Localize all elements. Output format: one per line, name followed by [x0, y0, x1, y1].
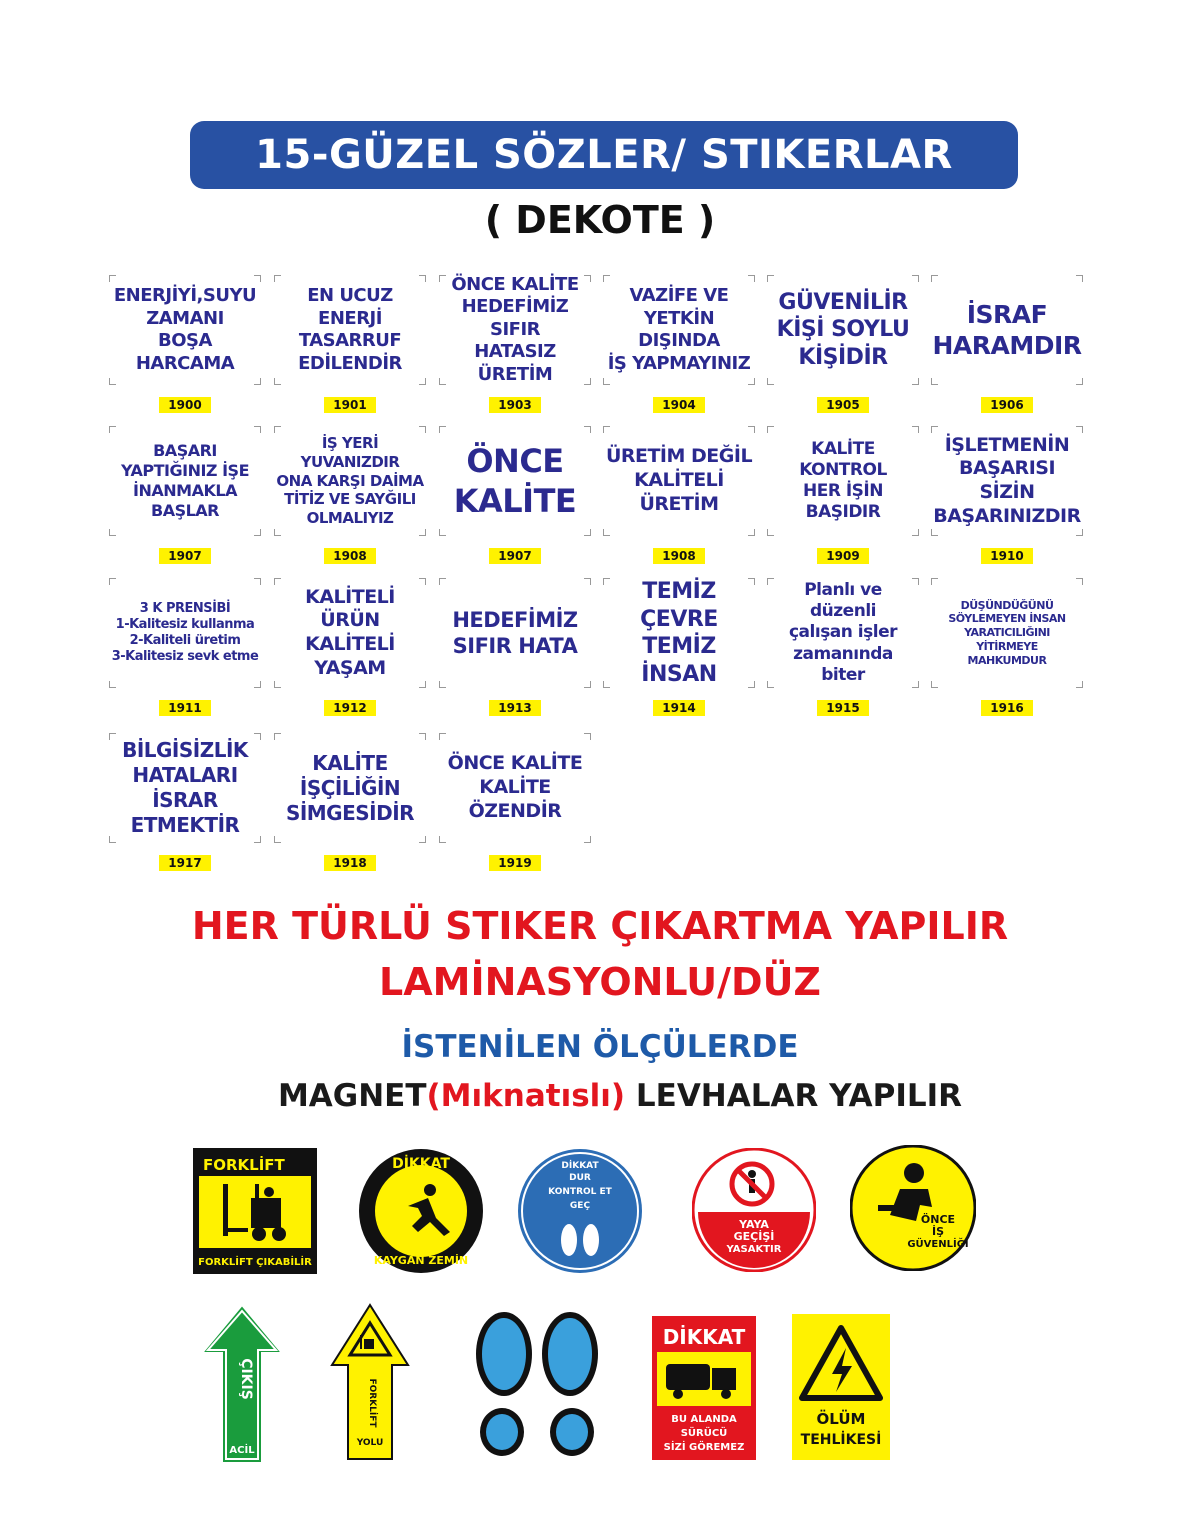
- sticker-text: [769, 439, 917, 524]
- guvenlik-l2: İŞ: [931, 1225, 945, 1238]
- sticker-line: EN UCUZ ENERJİ: [307, 285, 393, 329]
- crop-mark: [912, 378, 919, 385]
- crop-mark: [603, 681, 610, 688]
- crop-mark: [748, 378, 755, 385]
- sticker-code: 1901: [324, 397, 376, 413]
- sticker-text: [111, 441, 259, 521]
- olum-tehlikesi-sign: [792, 1314, 890, 1460]
- sticker-line: BAŞARI: [153, 441, 217, 460]
- sticker-line: OLMALIYIZ: [306, 509, 394, 528]
- sticker-line: YETKİN DIŞINDA: [638, 307, 720, 351]
- crop-mark: [584, 275, 591, 282]
- crop-mark: [603, 426, 610, 433]
- sticker-text: [112, 601, 259, 666]
- crop-mark: [274, 426, 281, 433]
- crop-mark: [254, 681, 261, 688]
- sticker-text: [276, 285, 424, 375]
- dur-l4: GEÇ: [569, 1201, 591, 1211]
- guvenlik-l3: GÜVENLİĞİ: [907, 1239, 969, 1250]
- title-banner: 15-GÜZEL SÖZLER/ STIKERLAR: [190, 121, 1018, 189]
- sticker-card: [276, 428, 424, 534]
- sticker-line: YARATICILIĞINI: [964, 626, 1050, 640]
- crop-mark: [767, 275, 774, 282]
- sticker-line: GÜVENİLİR: [778, 289, 908, 315]
- sticker-line: KİŞİDİR: [798, 344, 888, 370]
- crop-mark: [419, 836, 426, 843]
- crop-mark: [439, 426, 446, 433]
- sticker-line: zamanında biter: [793, 643, 893, 685]
- sticker-line: HER İŞİN: [803, 481, 883, 501]
- sticker-code: 1905: [817, 397, 869, 413]
- sticker-line: 1-Kalitesiz kullanma: [115, 616, 255, 632]
- crop-mark: [1076, 426, 1083, 433]
- crop-mark: [419, 578, 426, 585]
- kaygan-top: DİKKAT: [392, 1156, 450, 1172]
- crop-mark: [439, 836, 446, 843]
- sticker-line: MAHKUMDUR: [967, 653, 1047, 667]
- crop-mark: [274, 275, 281, 282]
- crop-mark: [748, 275, 755, 282]
- sticker-line: Planlı ve düzenli: [804, 579, 882, 622]
- dikkat-surucu-top: DİKKAT: [662, 1325, 746, 1349]
- crop-mark: [439, 275, 446, 282]
- crop-mark: [912, 275, 919, 282]
- promo-levhalar: LEVHALAR YAPILIR: [625, 1078, 963, 1114]
- sticker-line: ENERJİYİ,SUYU: [113, 285, 257, 306]
- crop-mark: [912, 529, 919, 536]
- olum-l2: TEHLİKESİ: [800, 1432, 882, 1448]
- sticker-line: HATASIZ ÜRETİM: [474, 341, 556, 385]
- sticker-line: TEMİZ İNSAN: [641, 634, 717, 687]
- cikis-sub: ACİL: [229, 1445, 255, 1456]
- crop-mark: [912, 681, 919, 688]
- crop-mark: [1076, 275, 1083, 282]
- sticker-line: ETMEKTİR: [130, 813, 240, 837]
- sticker-card: [111, 580, 259, 686]
- crop-mark: [109, 529, 116, 536]
- sticker-code: 1909: [817, 548, 869, 564]
- crop-mark: [584, 733, 591, 740]
- kaygan-bottom: KAYGAN ZEMİN: [373, 1254, 469, 1267]
- sticker-card: [605, 580, 753, 686]
- sticker-line: ÖNCE KALİTE: [447, 752, 583, 775]
- sticker-line: İŞ YAPMAYINIZ: [607, 352, 751, 374]
- sticker-line: KALİTELİ ÜRÜN: [305, 585, 395, 632]
- promo-magnet: MAGNET: [277, 1078, 427, 1114]
- sticker-line: KALİTE KONTROL: [799, 438, 887, 480]
- sticker-text: [441, 752, 589, 823]
- crop-mark: [912, 578, 919, 585]
- crop-mark: [584, 426, 591, 433]
- sticker-text: [276, 434, 424, 528]
- sticker-line: 2-Kaliteli üretim: [129, 633, 241, 648]
- forklift-sign-bottom: FORKLİFT ÇIKABİLİR: [198, 1257, 312, 1268]
- sticker-card: [933, 580, 1081, 686]
- crop-mark: [439, 578, 446, 585]
- crop-mark: [274, 836, 281, 843]
- crop-mark: [767, 681, 774, 688]
- crop-mark: [419, 529, 426, 536]
- sticker-line: 3-Kalitesiz sevk etme: [111, 649, 259, 665]
- sticker-card: [441, 580, 589, 686]
- sticker-line: HEDEFİMİZ SIFIR: [461, 296, 569, 340]
- sticker-code: 1917: [159, 855, 211, 871]
- sticker-line: ÖNCE KALİTE: [451, 273, 579, 295]
- sticker-line: EDİLENDİR: [298, 352, 402, 374]
- crop-mark: [1076, 578, 1083, 585]
- sticker-line: TASARRUF: [298, 330, 402, 351]
- sticker-line: BAŞARINIZDIR: [933, 504, 1081, 527]
- yaya-l3: YASAKTIR: [726, 1244, 782, 1255]
- crop-mark: [931, 578, 938, 585]
- sticker-line: BOŞA HARCAMA: [135, 330, 235, 374]
- crop-mark: [931, 681, 938, 688]
- sticker-text: [111, 738, 259, 838]
- crop-mark: [931, 426, 938, 433]
- sticker-line: İNANMAKLA BAŞLAR: [133, 481, 237, 520]
- crop-mark: [254, 529, 261, 536]
- sticker-card: [441, 735, 589, 841]
- forklift-sign: [193, 1148, 317, 1274]
- forklift-yolu-sign: [330, 1303, 410, 1461]
- sticker-card: [111, 277, 259, 383]
- crop-mark: [584, 529, 591, 536]
- sticker-line: KALİTE: [453, 482, 577, 520]
- sticker-line: ÜRETİM: [639, 492, 719, 515]
- sticker-text: [777, 289, 910, 372]
- sticker-code: 1908: [653, 548, 705, 564]
- crop-mark: [603, 529, 610, 536]
- crop-mark: [603, 275, 610, 282]
- sticker-card: [605, 277, 753, 383]
- sticker-line: 3 K PRENSİBİ: [139, 600, 231, 616]
- sticker-line: YAPTIĞINIZ İŞE: [120, 461, 250, 480]
- sticker-code: 1919: [489, 855, 541, 871]
- once-is-guvenligi-sign: [850, 1145, 976, 1271]
- crop-mark: [439, 681, 446, 688]
- sticker-card: [276, 735, 424, 841]
- sticker-code: 1903: [489, 397, 541, 413]
- subtitle: ( DEKOTE ): [484, 198, 716, 242]
- dur-l3: KONTROL ET: [548, 1187, 612, 1197]
- sticker-code: 1904: [653, 397, 705, 413]
- sticker-line: BAŞIDIR: [805, 502, 881, 523]
- crop-mark: [767, 426, 774, 433]
- sticker-card: [605, 428, 753, 534]
- sticker-line: çalışan işler: [788, 622, 897, 643]
- sticker-line: KALİTE ÖZENDİR: [468, 776, 562, 822]
- sticker-line: KİŞİ SOYLU: [776, 317, 910, 343]
- crop-mark: [912, 426, 919, 433]
- crop-mark: [254, 426, 261, 433]
- sticker-card: [769, 580, 917, 686]
- forkliftyolu-l1: FORKLİFT: [367, 1378, 377, 1428]
- yaya-l1: YAYA: [739, 1218, 769, 1231]
- crop-mark: [1076, 378, 1083, 385]
- crop-mark: [767, 529, 774, 536]
- sticker-text: [454, 441, 577, 521]
- crop-mark: [109, 378, 116, 385]
- crop-mark: [1076, 529, 1083, 536]
- dur-l1: DİKKAT: [561, 1161, 599, 1171]
- sticker-code: 1914: [653, 700, 705, 716]
- sticker-card: [769, 277, 917, 383]
- sticker-text: [948, 599, 1065, 668]
- sticker-code: 1907: [159, 548, 211, 564]
- crop-mark: [274, 733, 281, 740]
- crop-mark: [109, 836, 116, 843]
- crop-mark: [274, 681, 281, 688]
- olum-l1: ÖLÜM: [816, 1410, 866, 1428]
- crop-mark: [584, 836, 591, 843]
- sticker-text: [452, 607, 577, 660]
- promo-line-1: HER TÜRLÜ STIKER ÇIKARTMA YAPILIR: [191, 904, 1009, 948]
- sticker-text: [606, 445, 752, 516]
- sticker-text: [933, 434, 1081, 529]
- sticker-line: TİTİZ VE SAYĞILI: [284, 490, 416, 509]
- yaya-l2: GEÇİŞİ: [733, 1230, 775, 1243]
- shoe-sole-right-icon: [542, 1312, 598, 1456]
- sticker-card: [769, 428, 917, 534]
- crop-mark: [767, 378, 774, 385]
- crop-mark: [254, 733, 261, 740]
- crop-mark: [439, 378, 446, 385]
- sticker-code: 1918: [324, 855, 376, 871]
- sticker-line: ÖNCE: [466, 442, 564, 480]
- crop-mark: [419, 426, 426, 433]
- sticker-card: [111, 735, 259, 841]
- sticker-text: [932, 299, 1081, 362]
- shoe-sole-left-icon: [476, 1312, 532, 1456]
- sticker-code: 1911: [159, 700, 211, 716]
- crop-mark: [603, 378, 610, 385]
- sticker-line: SÖYLEMEYEN İNSAN: [948, 612, 1066, 626]
- acil-cikis-arrow-sign: [200, 1303, 284, 1465]
- sticker-line: İŞ YERİ YUVANIZDIR: [300, 434, 400, 471]
- sticker-line: BİLGİSİZLİK: [122, 738, 248, 762]
- crop-mark: [419, 378, 426, 385]
- crop-mark: [419, 275, 426, 282]
- crop-mark: [254, 275, 261, 282]
- crop-mark: [748, 681, 755, 688]
- crop-mark: [254, 836, 261, 843]
- forkliftyolu-l2: YOLU: [356, 1438, 384, 1448]
- sticker-line: ÜRETİM DEĞİL: [605, 445, 753, 468]
- sticker-line: İŞÇİLİĞİN: [299, 775, 401, 800]
- crop-mark: [584, 578, 591, 585]
- crop-mark: [584, 681, 591, 688]
- sticker-text: [286, 751, 414, 826]
- dur-l2: DUR: [569, 1173, 591, 1183]
- sticker-code: 1910: [981, 548, 1033, 564]
- crop-mark: [748, 578, 755, 585]
- sticker-code: 1907: [489, 548, 541, 564]
- sticker-line: SIFIR HATA: [452, 634, 578, 658]
- crop-mark: [748, 529, 755, 536]
- crop-mark: [109, 733, 116, 740]
- sticker-text: [441, 274, 589, 387]
- crop-mark: [931, 378, 938, 385]
- crop-mark: [254, 378, 261, 385]
- crop-mark: [748, 426, 755, 433]
- sticker-line: DÜŞÜNDÜĞÜNÜ: [960, 598, 1054, 612]
- sticker-text: [605, 285, 753, 375]
- sticker-line: HEDEFİMİZ: [452, 607, 578, 632]
- sticker-code: 1900: [159, 397, 211, 413]
- sticker-line: KALİTELİ: [634, 469, 724, 492]
- sticker-card: [276, 580, 424, 686]
- crop-mark: [109, 578, 116, 585]
- guvenlik-l1: ÖNCE: [920, 1213, 956, 1226]
- crop-mark: [274, 529, 281, 536]
- sticker-line: İŞLETMENİN: [944, 433, 1070, 456]
- sticker-line: SİMGESİDİR: [285, 800, 415, 825]
- dur-kontrol-sign: [517, 1148, 643, 1274]
- dikkat-surucu-sign: [652, 1316, 756, 1460]
- crop-mark: [254, 578, 261, 585]
- sticker-line: HARAMDIR: [932, 331, 1082, 360]
- sticker-line: İSRAF: [966, 299, 1048, 329]
- sticker-text: [605, 578, 753, 688]
- sticker-line: KALİTE: [312, 750, 388, 775]
- crop-mark: [1076, 681, 1083, 688]
- crop-mark: [419, 681, 426, 688]
- kaygan-zemin-sign: [358, 1148, 484, 1274]
- sticker-line: ZAMANI: [146, 307, 224, 329]
- sticker-line: ONA KARŞI DAİMA: [276, 471, 424, 490]
- crop-mark: [274, 578, 281, 585]
- sticker-line: YİTİRMEYE: [976, 639, 1038, 653]
- sticker-line: KALİTELİ YAŞAM: [305, 633, 395, 679]
- crop-mark: [584, 378, 591, 385]
- sticker-code: 1906: [981, 397, 1033, 413]
- sticker-card: [441, 428, 589, 534]
- sticker-code: 1908: [324, 548, 376, 564]
- dikkat-surucu-l2: SÜRÜCÜ: [680, 1428, 728, 1439]
- promo-line-2: LAMİNASYONLU/DÜZ: [379, 960, 821, 1004]
- sticker-card: [933, 277, 1081, 383]
- promo-line-4: [0, 1078, 1200, 1114]
- sticker-card: [111, 428, 259, 534]
- sticker-line: HATALARI İSRAR: [132, 763, 238, 812]
- crop-mark: [931, 529, 938, 536]
- crop-mark: [109, 426, 116, 433]
- crop-mark: [419, 733, 426, 740]
- dikkat-surucu-l3: SİZİ GÖREMEZ: [663, 1442, 745, 1453]
- shoe-prints-sign: [470, 1310, 604, 1458]
- sticker-line: VAZİFE VE: [629, 285, 729, 306]
- crop-mark: [931, 275, 938, 282]
- crop-mark: [439, 733, 446, 740]
- promo-line-3: İSTENİLEN ÖLÇÜLERDE: [401, 1029, 799, 1065]
- dikkat-surucu-l1: BU ALANDA: [671, 1414, 737, 1425]
- crop-mark: [767, 578, 774, 585]
- crop-mark: [274, 378, 281, 385]
- crop-mark: [439, 529, 446, 536]
- sticker-line: BAŞARISI SİZİN: [958, 457, 1056, 503]
- sticker-text: [111, 285, 259, 375]
- crop-mark: [603, 578, 610, 585]
- sticker-code: 1913: [489, 700, 541, 716]
- sticker-card: [276, 277, 424, 383]
- sticker-code: 1916: [981, 700, 1033, 716]
- sticker-code: 1912: [324, 700, 376, 716]
- forklift-sign-top: FORKLİFT: [203, 1156, 285, 1174]
- sticker-line: TEMİZ ÇEVRE: [640, 579, 718, 632]
- yaya-gecisi-yasak-sign: [692, 1148, 816, 1272]
- promo-miknatisli: (Mıknatıslı): [426, 1078, 626, 1114]
- sticker-text: [276, 586, 424, 681]
- crop-mark: [109, 275, 116, 282]
- sticker-text: [769, 580, 917, 686]
- cikis-main: ÇIKIŞ: [238, 1358, 254, 1400]
- sticker-card: [933, 428, 1081, 534]
- sticker-card: [441, 273, 589, 385]
- sticker-code: 1915: [817, 700, 869, 716]
- crop-mark: [109, 681, 116, 688]
